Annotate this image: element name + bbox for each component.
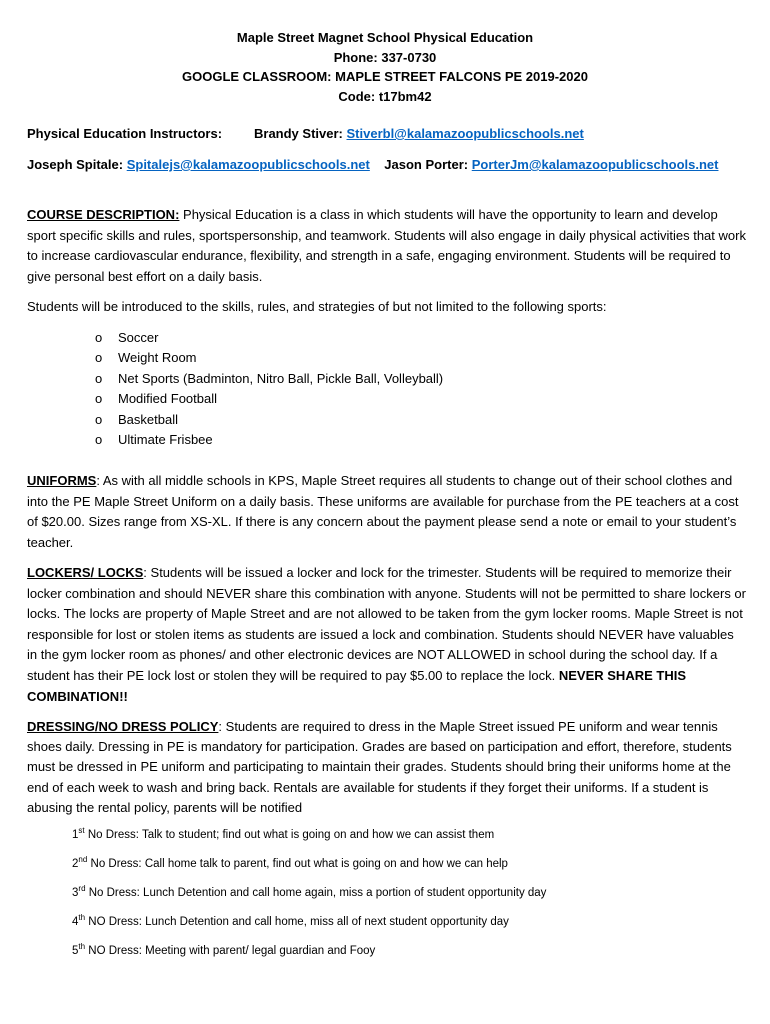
sports-list <box>95 328 443 450</box>
joseph-email-link[interactable]: Spitalejs@kalamazoopublicschools.net <box>126 157 370 172</box>
uniforms-text: : As with all middle schools in KPS, Maple Street requires all students to change out of their school clothes and into the PE Maple Street Uniform on a daily basis. These uniforms are available for purchase from the PE teachers at a cost of $20.00. Sizes range from XS-XL. If there is any concern about the payment please send a note or email to your student’s teacher. <box>27 473 739 550</box>
list-item <box>95 410 443 430</box>
lockers-warning: NEVER SHARE THIS COMBINATION!! <box>27 667 686 704</box>
instructors-label: Physical Education Instructors: <box>27 126 223 141</box>
consequence-item <box>72 855 508 870</box>
consequence-text: NO Dress: Lunch Detention and call home, miss all of next student opportunity day <box>85 916 509 928</box>
brandy-name: Brandy Stiver: <box>254 126 343 141</box>
ordinal-suffix: st <box>78 826 85 836</box>
consequence-item <box>72 826 495 841</box>
consequence-number: 5 <box>72 945 79 957</box>
joseph-name: Joseph Spitale: <box>27 157 124 172</box>
instructor-brandy <box>254 126 584 141</box>
bullet-icon: o <box>95 391 103 407</box>
consequence-number: 3 <box>72 887 79 899</box>
course-description-heading: COURSE DESCRIPTION: <box>27 207 180 222</box>
list-item <box>95 328 443 348</box>
brandy-email-link[interactable]: Stiverbl@kalamazoopublicschools.net <box>346 126 584 141</box>
consequence-item <box>72 913 509 928</box>
ordinal-suffix: th <box>78 942 86 952</box>
sport-name: Soccer <box>118 330 159 345</box>
list-item <box>95 369 443 389</box>
bullet-icon: o <box>95 350 103 366</box>
jason-name: Jason Porter: <box>384 157 469 172</box>
consequence-text: NO Dress: Meeting with parent/ legal guardian and Fooy <box>85 945 376 957</box>
sport-name: Basketball <box>118 411 178 427</box>
course-description-text: Physical Education is a class in which students will have the opportunity to learn and develop sport specific skills and rules, sportspersonship, and teamwork. Students will also engage in daily physical activities that work to increase cardiovascular endurance, flexibility, and strength in a safe, engaging environment. Students will be required to give personal best effort on a daily basis. <box>27 207 746 284</box>
course-description <box>27 205 747 287</box>
ordinal-suffix: nd <box>78 855 88 865</box>
bullet-icon: o <box>95 370 103 386</box>
sport-name: Ultimate Frisbee <box>118 432 213 448</box>
consequence-text: No Dress: Talk to student; find out what is going on and how we can assist them <box>84 829 495 841</box>
consequence-number: 4 <box>72 916 79 928</box>
ordinal-suffix: rd <box>78 884 86 894</box>
sport-name: Modified Football <box>118 391 217 407</box>
consequence-number: 1 <box>72 829 79 841</box>
lockers-section <box>27 563 747 707</box>
consequence-text: No Dress: Lunch Detention and call home again, miss a portion of student opportunity day <box>85 887 547 899</box>
list-item <box>95 430 443 450</box>
dressing-text: : Students are required to dress in the Maple Street issued PE uniform and wear tennis shoes daily. Dressing in PE is mandatory for participation. Grades are based on participation and effort, therefore, students must be dressed in PE uniform and participating to maintain their grades. Students should bring their uniforms home at the end of each week to wash and bring back. Rentals are available for students if they forget their uniforms. If a student is abusing the rental policy, parents will be notified <box>27 719 732 815</box>
sport-name: Net Sports (Badminton, Nitro Ball, Pickle Ball, Volleyball) <box>118 370 444 386</box>
sports-intro: Students will be introduced to the skills, rules, and strategies of but not limited to the following sports: <box>27 299 607 314</box>
dressing-section <box>27 717 747 818</box>
uniforms-heading: UNIFORMS <box>27 473 97 488</box>
list-item <box>95 348 443 368</box>
lockers-text: : Students will be issued a locker and lock for the trimester. Students will be required to memorize their locker combination and should NEVER share this combination with anyone. Students will not be permitted to share lockers or locks. The locks are property of Maple Street and are not allowed to be taken from the gym locker rooms. Maple Street is not responsible for lost or stolen items as students are issued a lock and combination. Students should NEVER have valuables in the gym locker room as phones/ and other electronic devices are NOT ALLOWED in school during the school day. If a student has their PE lock lost or stolen they will be required to pay $5.00 to replace the lock. <box>27 565 746 683</box>
consequence-item <box>72 942 376 957</box>
google-classroom-line: GOOGLE CLASSROOM: MAPLE STREET FALCONS PE 2019-2020 <box>182 69 588 84</box>
jason-email-link[interactable]: PorterJm@kalamazoopublicschools.net <box>471 157 719 172</box>
bullet-icon: o <box>95 432 103 448</box>
ordinal-suffix: th <box>78 913 86 923</box>
consequence-item <box>72 884 547 899</box>
dressing-heading: DRESSING/NO DRESS POLICY <box>27 719 219 734</box>
instructor-row-2 <box>27 157 718 172</box>
consequence-number: 2 <box>72 858 79 870</box>
bullet-icon: o <box>95 411 103 427</box>
school-title: Maple Street Magnet School Physical Education <box>236 30 534 45</box>
phone-line: Phone: 337-0730 <box>333 50 437 65</box>
class-code-line: Code: t17bm42 <box>338 89 432 104</box>
list-item <box>95 389 443 409</box>
consequence-text: No Dress: Call home talk to parent, find out what is going on and how we can help <box>87 858 508 870</box>
sport-name: Weight Room <box>118 350 197 366</box>
uniforms-section <box>27 471 747 553</box>
lockers-heading: LOCKERS/ LOCKS <box>27 565 144 580</box>
bullet-icon: o <box>95 330 103 345</box>
